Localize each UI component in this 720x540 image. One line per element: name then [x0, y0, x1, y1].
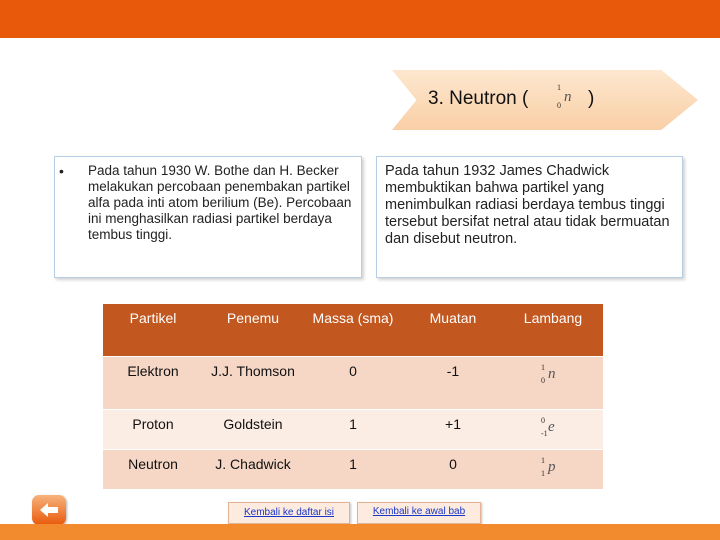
cell-partikel: Proton	[103, 410, 203, 450]
title-close-paren: )	[588, 88, 595, 109]
header-lambang: Lambang	[503, 304, 603, 357]
left-arrow-icon	[39, 501, 59, 519]
symbol-letter: p	[548, 459, 556, 475]
cell-massa: 1	[303, 450, 403, 490]
top-bar	[0, 0, 720, 38]
symbol-atomic: 0	[541, 376, 545, 385]
cell-penemu: J. Chadwick	[203, 450, 303, 490]
back-to-toc-link[interactable]: Kembali ke daftar isi	[228, 502, 350, 524]
symbol-mass: 1	[541, 456, 545, 465]
cell-partikel: Neutron	[103, 450, 203, 490]
header-muatan: Muatan	[403, 304, 503, 357]
chadwick-text: Pada tahun 1932 James Chadwick membuktikan bahwa partikel yang menimbulkan radiasi berdaya tembus tinggi tersebut bersifat netral atau tidak bermuatan dan disebut neutron.	[385, 163, 670, 247]
header-penemu: Penemu	[203, 304, 303, 357]
back-to-chapter-link[interactable]: Kembali ke awal bab	[357, 502, 481, 524]
symbol-mass: 0	[541, 416, 545, 425]
cell-penemu: J.J. Thomson	[203, 357, 303, 410]
cell-massa: 1	[303, 410, 403, 450]
slide-title: 3. Neutron (	[428, 88, 529, 109]
cell-partikel: Elektron	[103, 357, 203, 410]
cell-lambang	[503, 357, 603, 410]
header-massa: Massa (sma)	[303, 304, 403, 357]
cell-lambang	[503, 410, 603, 450]
table-row	[103, 357, 603, 410]
bottom-bar	[0, 524, 720, 540]
cell-penemu: Goldstein	[203, 410, 303, 450]
bothe-becker-textbox	[54, 156, 362, 278]
back-button[interactable]	[32, 495, 66, 525]
symbol-mass: 1	[541, 363, 545, 372]
cell-muatan: 0	[403, 450, 503, 490]
cell-muatan: +1	[403, 410, 503, 450]
cell-lambang	[503, 450, 603, 490]
bothe-becker-text: Pada tahun 1930 W. Bothe dan H. Becker melakukan percobaan penembakan partikel alfa pada inti atom berilium (Be). Percobaan ini menghasilkan radiasi partikel berdaya tembus tinggi.	[88, 163, 352, 242]
symbol-letter: n	[548, 366, 556, 382]
neutron-isotope-symbol	[557, 83, 575, 113]
cell-massa: 0	[303, 357, 403, 410]
symbol-letter: e	[548, 419, 555, 435]
symbol-atomic: 1	[541, 469, 545, 478]
isotope-symbol: n	[564, 89, 572, 105]
isotope-mass-number: 1	[557, 83, 561, 92]
chadwick-textbox	[376, 156, 683, 278]
table-header-row	[103, 304, 603, 357]
isotope-atomic-number: 0	[557, 101, 561, 110]
particle-symbol	[541, 363, 565, 387]
particle-table	[103, 304, 603, 490]
table-row	[103, 410, 603, 450]
bullet-point: •	[59, 163, 64, 179]
particle-symbol	[541, 416, 565, 440]
symbol-atomic: -1	[541, 429, 548, 438]
header-partikel: Partikel	[103, 304, 203, 357]
table-row	[103, 450, 603, 490]
particle-symbol	[541, 456, 565, 480]
cell-muatan: -1	[403, 357, 503, 410]
